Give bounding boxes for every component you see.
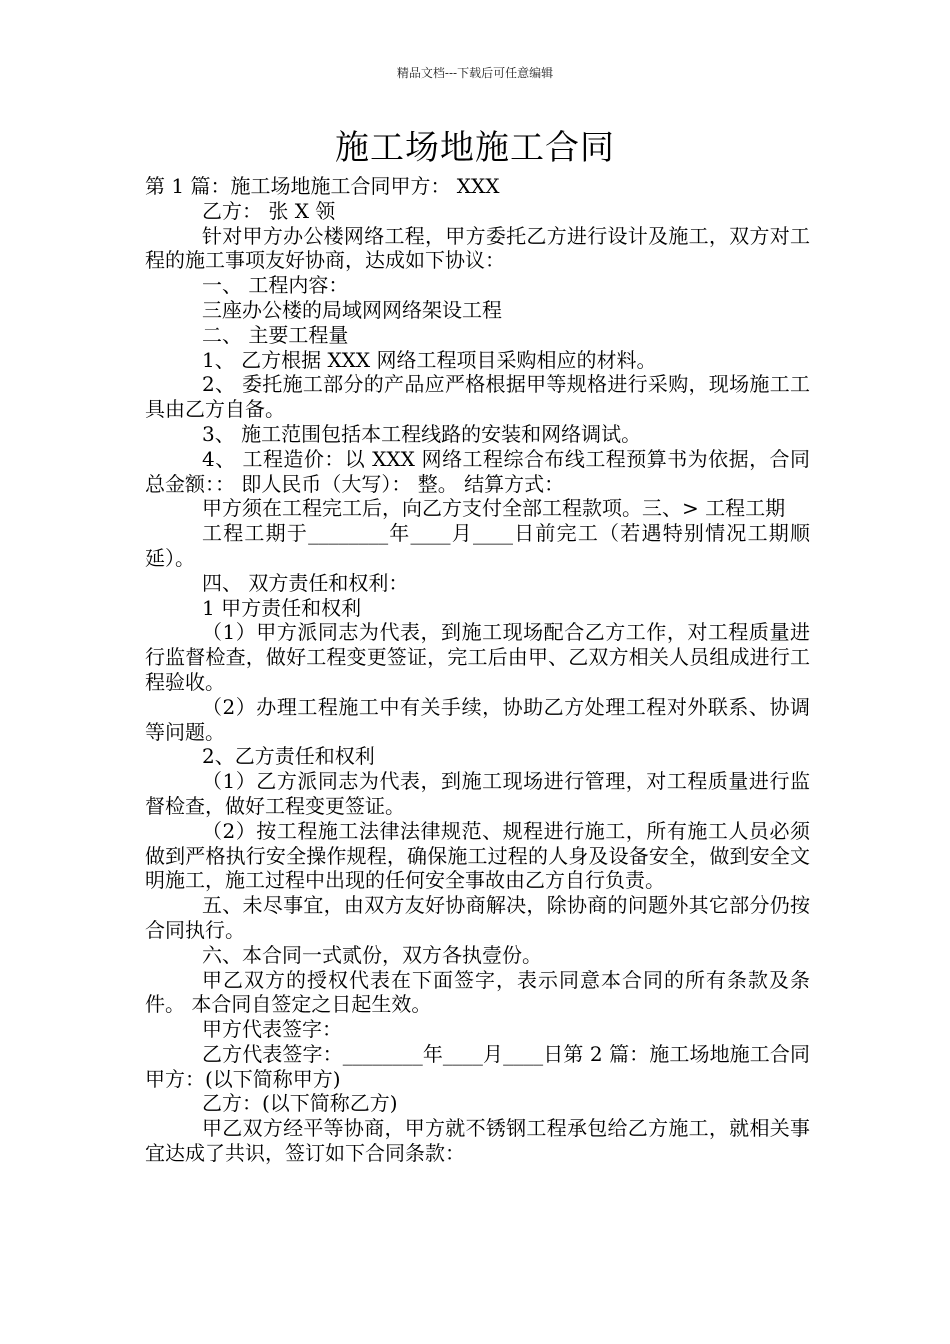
paragraph: 乙方：(以下简称乙方) (202, 1091, 398, 1116)
paragraph: 2、 委托施工部分的产品应严格根据甲等规格进行采购，现场施工工具由乙方自备。 (145, 372, 810, 422)
paragraph: 甲乙双方经平等协商，甲方就不锈钢工程承包给乙方施工，就相关事宜达成了共识，签订如下合同条款： (145, 1116, 810, 1166)
paragraph: 甲方代表签字： (202, 1017, 342, 1042)
paragraph: 针对甲方办公楼网络工程，甲方委托乙方进行设计及施工，双方对工程的施工事项友好协商，达成如下协议： (145, 223, 810, 273)
document-title: 施工场地施工合同 (335, 128, 615, 168)
header-note: 精品文档---下载后可任意编辑 (396, 66, 554, 80)
paragraph: 二、 主要工程量 (202, 322, 349, 347)
paragraph: 4、 工程造价：以 XXX 网络工程综合布线工程预算书为依据，合同总金额：： 即人民币（大写）： 整。 结算方式： (145, 446, 810, 496)
paragraph: 四、 双方责任和权利： (202, 570, 409, 595)
paragraph: （2）按工程施工法律法律规范、规程进行施工，所有施工人员必须做到严格执行安全操作规程，确保施工过程的人身及设备安全，做到安全文明施工，施工过程中出现的任何安全事故由乙方自行负责。 (145, 818, 810, 893)
paragraph: 六、本合同一式贰份，双方各执壹份。 (202, 942, 542, 967)
paragraph: 甲乙双方的授权代表在下面签字，表示同意本合同的所有条款及条件。 本合同自签定之日起生效。 (145, 967, 810, 1017)
paragraph: （2）办理工程施工中有关手续，协助乙方处理工程对外联系、协调等问题。 (145, 694, 810, 744)
paragraph: 甲方须在工程完工后，向乙方支付全部工程款项。三、> 工程工期 (202, 496, 786, 521)
paragraph: 1 甲方责任和权利 (202, 595, 362, 620)
document-body (145, 174, 810, 1166)
paragraph: 3、 施工范围包括本工程线路的安装和网络调试。 (202, 421, 642, 446)
paragraph: 一、 工程内容： (202, 273, 349, 298)
paragraph: 第 1 篇：施工场地施工合同甲方： XXX (145, 174, 500, 198)
paragraph: 乙方代表签字：________年____月____日第 2 篇：施工场地施工合同甲方：(以下简称甲方) (145, 1041, 810, 1091)
paragraph: 工程工期于________年____月____日前完工（若遇特别情况工期顺延）。 (145, 521, 810, 570)
paragraph: （1）乙方派同志为代表，到施工现场进行管理，对工程质量进行监督检查，做好工程变更签证。 (145, 769, 810, 818)
paragraph: （1）甲方派同志为代表，到施工现场配合乙方工作，对工程质量进行监督检查，做好工程变更签证，完工后由甲、乙双方相关人员组成进行工程验收。 (145, 620, 810, 694)
paragraph: 乙方： 张 X 领 (202, 198, 336, 223)
paragraph: 五、未尽事宜，由双方友好协商解决，除协商的问题外其它部分仍按合同执行。 (145, 893, 810, 942)
paragraph: 三座办公楼的局域网网络架设工程 (202, 297, 502, 322)
paragraph: 1、 乙方根据 XXX 网络工程项目采购相应的材料。 (202, 347, 657, 372)
paragraph: 2、乙方责任和权利 (202, 744, 375, 769)
